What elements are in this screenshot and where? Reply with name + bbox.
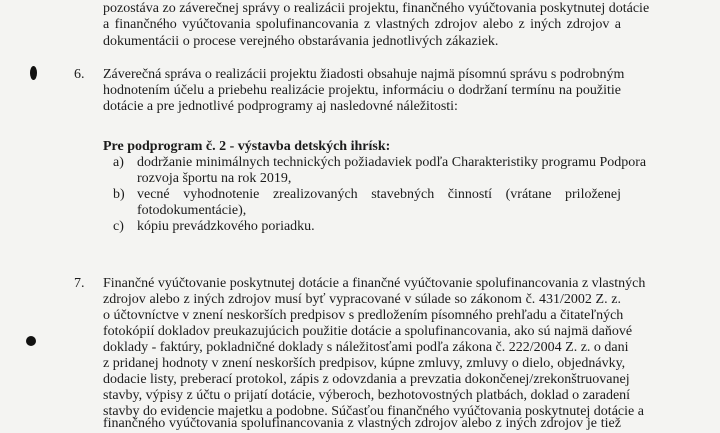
subitem-letter: a) [113, 155, 124, 170]
subitem-letter: c) [113, 219, 124, 234]
paragraph-line: Finančné vyúčtovanie poskytnutej dotácie a finančné vyúčtovanie spolufinancovania z vlastných [103, 276, 646, 291]
paragraph-line: fotokópií dokladov preukazujúcich použitie dotácie a spolufinancovania, ako sú najmä daňové [103, 324, 633, 339]
paragraph-line: stavby do evidencie majetku a podobne. Súčasťou finančného vyúčtovania poskytnutej dotácie a [103, 404, 644, 419]
paragraph-line: dodacie listy, preberací protokol, zápis z odovzdania a prevzatia dokončenej/zrekonštruovanej [103, 372, 630, 387]
subheading: Pre podprogram č. 2 - výstavba detských ihrísk: [103, 139, 391, 154]
paragraph-line: dokumentácii o procese verejného obstarávania jednotlivých zákaziek. [103, 34, 499, 49]
paragraph-line: stavby, výpisy z účtu o prijatí dotácie, výberoch, bezhotovostných platbách, doklad o zaradení [103, 388, 631, 403]
item-number: 6. [74, 67, 85, 82]
subitem-line: vecné vyhodnotenie zrealizovaných stavebných činností (vrátane priloženej [137, 187, 621, 202]
subitem-line: dodržanie minimálnych technických požiadaviek podľa Charakteristiky programu Podpora [137, 155, 647, 170]
paragraph-line: doklady - faktúry, pokladničné doklady s náležitosťami podľa zákona č. 222/2004 Z. z. o dani [103, 340, 629, 355]
punch-hole-mark [30, 66, 37, 80]
paragraph-line: zdrojov alebo z iných zdrojov musí byť vypracované v súlade so zákonom č. 431/2002 Z. z. [103, 292, 621, 307]
subitem-letter: b) [113, 187, 125, 202]
paragraph-line: o účtovníctve v znení neskorších predpisov s predložením písomného prehľadu a čitateľných [103, 308, 624, 323]
paragraph-line: z pridanej hodnoty v znení neskorších predpisov, kúpne zmluvy, zmluvy o dielo, objednávky, [103, 356, 626, 371]
paragraph-line: Záverečná správa o realizácii projektu žiadosti obsahuje najmä písomnú správu s podrobným [103, 67, 625, 82]
subitem-line: fotodokumentácie), [137, 203, 247, 218]
paragraph-line: dotácie a pre jednotlivé podprogramy aj nasledovné náležitosti: [103, 99, 458, 114]
paragraph-line: finančného vyúčtovania spolufinancovania z vlastných zdrojov alebo z iných zdrojov je tiež [103, 416, 621, 431]
paragraph-line: pozostáva zo záverečnej správy o realizácii projektu, finančného vyúčtovania poskytnutej dotácie [103, 1, 650, 16]
paragraph-line: a finančného vyúčtovania spolufinancovania z vlastných zdrojov alebo z iných zdrojov a [103, 17, 621, 32]
item-number: 7. [74, 276, 85, 291]
subitem-line: kópiu prevádzkového poriadku. [137, 219, 315, 234]
subitem-line: rozvoja športu na rok 2019, [137, 171, 292, 186]
punch-hole-mark [26, 336, 36, 346]
paragraph-line: hodnotením účelu a priebehu realizácie projektu, informáciu o dodržaní termínu na použitie [103, 83, 621, 98]
